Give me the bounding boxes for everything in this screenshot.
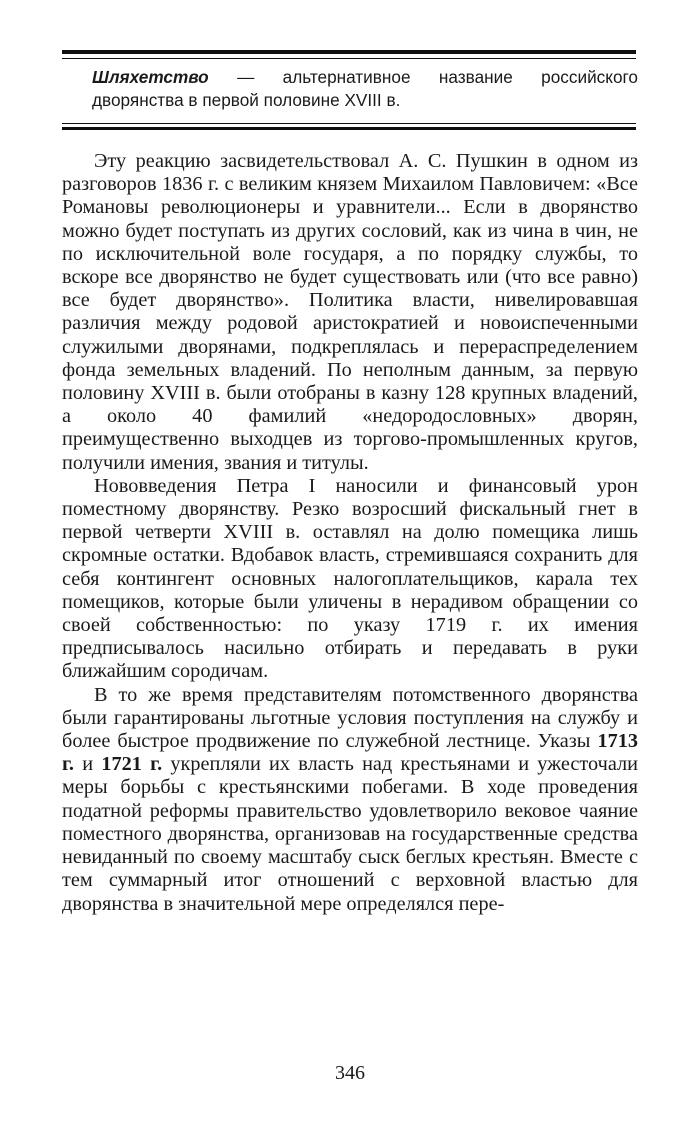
- paragraph: [62, 150, 638, 475]
- page-number: 346: [335, 1062, 365, 1084]
- bold-date: 1721 г.: [101, 753, 163, 776]
- paragraph-text: и: [74, 753, 102, 776]
- paragraph-text: В то же время представителям потомственного дворянства были гарантированы льготные условия поступления на службу и более быстрое продвижение по служебной лестнице. Указы: [62, 683, 638, 753]
- paragraph: [62, 684, 638, 916]
- paragraph-text: Нововведения Петра I наносили и финансовый урон поместному дворянству. Резко возросший фискальный гнет в первой четверти XVIII в. оставлял на долю помещика лишь скромные остатки. Вдобавок власть, стремившаяся сохранить для себя контингент основных налогоплательщиков, карала тех помещиков, которые были уличены в нерадивом обращении со своей собственностью: по указу 1719 г. их имения предписывалось насильно отбирать и передавать в руки ближайшим сородичам.: [62, 474, 638, 683]
- definition-box-bottom-rule: [62, 127, 636, 130]
- paragraph-text: укрепляли их власть над крестьянами и ужесточали меры борьбы с крестьянскими побегами. В ходе проведения податной реформы правительство удовлетворило вековое чаяние поместного дворянства, организовав на государственные средства невиданный по своему масштабу сыск беглых крестьян. Вместе с тем суммарный итог отношений с верховной властью для дворянства в значительной мере определялся пере-: [62, 753, 638, 915]
- definition-box-top-thin-rule: [62, 58, 636, 59]
- definition-text: — альтернативное название российского дворянства в первой половине XVIII в.: [92, 67, 638, 110]
- definition-term: Шляхетство: [92, 67, 209, 87]
- definition-box-bottom-thin-rule: [62, 123, 636, 124]
- bold-date: 1713 г.: [62, 730, 638, 776]
- paragraph: [62, 475, 638, 684]
- paragraph-text: Эту реакцию засвидетельствовал А. С. Пушкин в одном из разговоров 1836 г. с великим князем Михаилом Павловичем: «Все Романовы революционеры и уравнители... Если в дворянство можно будет поступать из других сословий, как из чина в чин, не по исключительной воле государя, а по порядку службы, то вскоре все дворянство не будет существовать или (что все равно) все будет дворянство». Политика власти, нивелировавшая различия между родовой аристократией и новоиспеченными служилыми дворянами, подкреплялась и перераспределением фонда земельных владений. По неполным данным, за первую половину XVIII в. были отобраны в казну 128 крупных владений, а около 40 фамилий «недородословных» дворян, преимущественно выходцев из торгово-промышленных кругов, получили имения, звания и титулы.: [62, 150, 638, 474]
- main-text: [62, 150, 638, 916]
- definition-box: [92, 66, 638, 112]
- definition-box-top-rule: [62, 50, 636, 54]
